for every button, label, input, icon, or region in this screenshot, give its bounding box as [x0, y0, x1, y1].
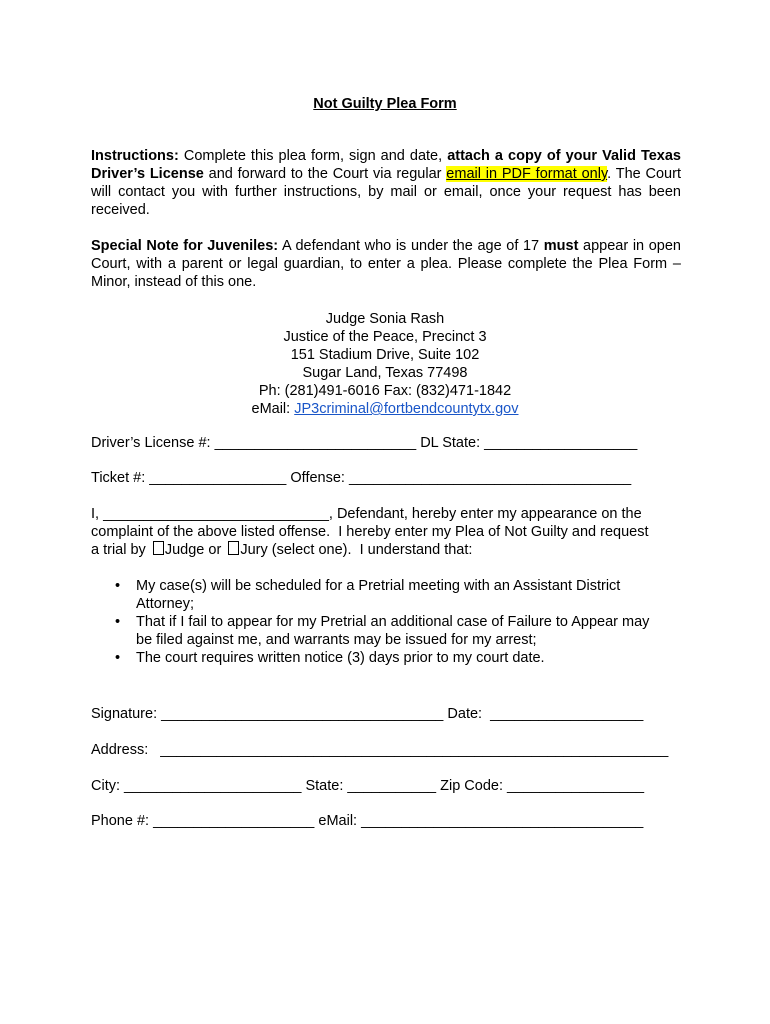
phone-email-field-line[interactable]: Phone #: ____________________ eMail: ___________________________________: [91, 813, 644, 829]
plea-line-2: complaint of the above listed offense. I hereby enter my Plea of Not Guilty and request: [91, 524, 649, 540]
jury-label: Jury (select one). I understand that:: [240, 542, 473, 558]
list-item: [91, 577, 691, 613]
juvenile-note-text-2: appear in open Court, with a parent or legal guardian, to enter a plea. Please complete the Plea Form – Minor, instead of this one.: [91, 238, 681, 290]
court-address-block: [0, 310, 770, 418]
court-city: Sugar Land, Texas 77498: [302, 365, 468, 381]
understanding-list: [91, 577, 691, 667]
court-email-link[interactable]: JP3criminal@fortbendcountytx.gov: [294, 401, 519, 417]
instructions-paragraph: [91, 147, 681, 219]
court-phone-fax: Ph: (281)491-6016 Fax: (832)471-1842: [258, 383, 512, 399]
list-item-line-1: That if I fail to appear for my Pretrial an additional case of Failure to Appear may: [136, 614, 650, 630]
bullet-icon: •: [115, 614, 121, 630]
instructions-label: Instructions:: [91, 148, 179, 164]
instructions-text-1: Complete this plea form, sign and date,: [178, 148, 448, 164]
bullet-icon: •: [115, 578, 121, 594]
instructions-license-note: attach a copy of your Valid Texas Driver’s License: [91, 148, 681, 182]
drivers-license-field-line[interactable]: Driver’s License #: _________________________ DL State: ___________________: [91, 435, 638, 451]
court-email-line: [0, 400, 770, 418]
list-item-line-2: be filed against me, and warrants may be issued for my arrest;: [136, 632, 537, 648]
plea-line-1[interactable]: I, ____________________________, Defendant, hereby enter my appearance on the: [91, 506, 642, 522]
court-title: Justice of the Peace, Precinct 3: [283, 329, 487, 345]
juvenile-note-must: must: [543, 238, 579, 254]
form-title: Not Guilty Plea Form: [313, 96, 457, 112]
trial-by-label: a trial by: [91, 542, 150, 558]
jury-checkbox[interactable]: [228, 541, 239, 555]
list-item-line-1: My case(s) will be scheduled for a Pretrial meeting with an Assistant District: [136, 578, 621, 594]
instructions-text-2: and forward to the Court via regular: [203, 166, 447, 182]
juvenile-note-paragraph: [91, 237, 681, 291]
juvenile-note-text-1: A defendant who is under the age of 17: [278, 238, 544, 254]
judge-label: Judge or: [164, 542, 226, 558]
list-item: [91, 613, 691, 649]
list-item-line-2: Attorney;: [136, 596, 195, 612]
court-street: 151 Stadium Drive, Suite 102: [290, 347, 480, 363]
address-field-line[interactable]: Address: _______________________________________________________________: [91, 742, 669, 758]
instructions-email-highlight: email in PDF format only: [446, 166, 608, 182]
list-item: [91, 649, 691, 667]
judge-name: Judge Sonia Rash: [325, 311, 445, 327]
ticket-offense-field-line[interactable]: Ticket #: _________________ Offense: ___________________________________: [91, 470, 632, 486]
bullet-icon: •: [115, 650, 121, 666]
instructions-text-3: . The Court will contact you with further instructions, by mail or email, once your request has been received.: [91, 166, 681, 218]
city-state-zip-field-line[interactable]: City: ______________________ State: ___________ Zip Code: _________________: [91, 778, 645, 794]
plea-line-3: [91, 541, 691, 559]
juvenile-note-label: Special Note for Juveniles:: [91, 238, 279, 254]
signature-date-field-line[interactable]: Signature: ___________________________________ Date: ___________________: [91, 706, 644, 722]
court-email-label: eMail:: [251, 401, 295, 417]
judge-checkbox[interactable]: [153, 541, 164, 555]
list-item-line-1: The court requires written notice (3) days prior to my court date.: [136, 650, 545, 666]
